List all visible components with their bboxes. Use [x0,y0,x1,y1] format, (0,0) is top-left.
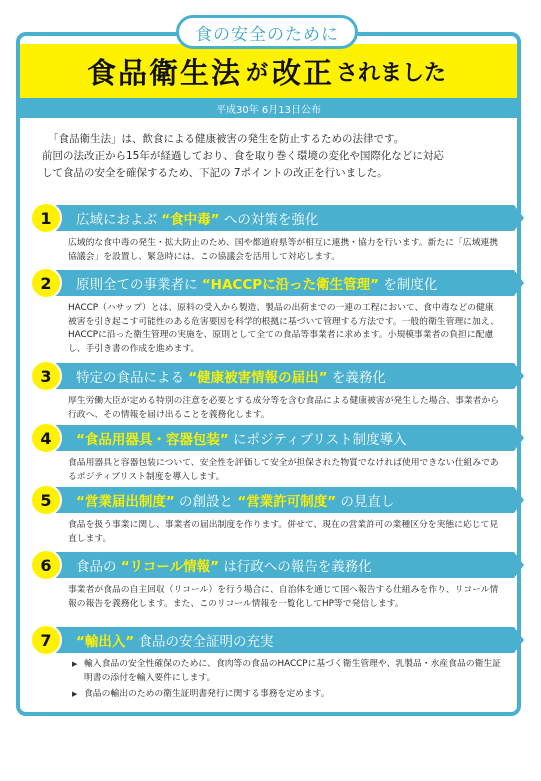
heading-highlight: “健康被害情報の届出” [188,370,328,386]
title-part-4: されました [336,60,447,86]
date-band: 平成30年 6月13日公布 [20,98,517,118]
heading-text: を制度化 [383,277,438,293]
heading-text: は行政への報告を義務化 [223,559,372,575]
point-bullets [72,658,502,702]
point-heading [40,487,514,513]
heading-text: への対策を強化 [223,212,319,228]
heading-highlight: “営業届出制度” [76,494,175,510]
point-number: 1 [30,202,62,234]
heading-highlight: “営業許可制度” [237,494,337,510]
point-number: 6 [30,549,62,581]
bullet-text: 食品の輸出のための衛生証明書発行に関する事務を定めます。 [84,689,330,699]
heading-text: にポジティブリスト制度導入 [233,432,407,448]
intro-line: 前回の法改正から15年が経過しており、食を取り巻く環境の変化や国際化などに対応 [42,150,444,162]
heading-text: を義務化 [331,370,386,386]
heading-text: 食品の [76,559,117,575]
bullet-item [72,658,502,685]
heading-highlight: “食品用器具・容器包装” [76,432,229,448]
title-part-2: が [245,60,268,86]
point-2 [30,270,514,356]
point-heading [40,363,514,389]
title-band [20,44,517,98]
point-3 [30,363,514,422]
point-body: 食品を扱う事業に関し、事業者の届出制度を作ります。併せて、現在の営業許可の業種区分を実態に応じて見直します。 [68,520,499,544]
intro-text [42,131,502,182]
heading-text: 広域におよぶ [76,212,157,228]
heading-text: の見直し [340,494,395,510]
bullet-item [72,688,502,702]
heading-highlight: “輸出入” [76,634,135,650]
triangle-bullet-icon: ▶ [72,660,78,668]
point-body: HACCP（ハサップ）とは、原料の受入から製造、製品の出荷までの一連の工程において、食中毒などの健康被害を引き起こす可能性のある危害要因を科学的根拠に基づいて管理する方法です。一般的衛生管理に加え、HACCPに沿った衛生管理の実施を、原則として全ての食品等事業者に求めます。小規模事業者の負担に配慮し、手引き書の作成を進めます。 [68,303,499,354]
intro-line: 「食品衛生法」は、飲食による健康被害の発生を防止するための法律です。 [48,133,405,145]
point-heading [40,552,514,578]
heading-text: の創設と [179,494,234,510]
point-body: 厚生労働大臣が定める特別の注意を必要とする成分等を含む食品による健康被害が発生した場合、事業者から行政へ、その情報を届け出ることを義務化します。 [68,396,500,420]
point-5 [30,487,514,546]
point-1 [30,205,514,264]
point-4 [30,425,514,484]
point-body: 広域的な食中毒の発生・拡大防止のため、国や都道府県等が相互に連携・協力を行います。新たに「広域連携協議会」を設置し、緊急時には、この協議会を活用して対応します。 [68,238,498,262]
point-7 [30,627,514,702]
header-tag: 食の安全のために [176,15,358,49]
point-number: 2 [30,267,62,299]
point-number: 4 [30,422,62,454]
point-number: 3 [30,360,62,392]
point-6 [30,552,514,611]
point-number: 7 [30,624,62,656]
intro-line: して食品の安全を確保するため、下記の 7ポイントの改正を行いました。 [42,167,388,179]
point-heading [40,627,514,653]
bullet-text: 輸入食品の安全性確保のために、食肉等の食品のHACCPに基づく衛生管理や、乳製品・水産食品の衛生証明書の添付を輸入要件にします。 [84,659,501,683]
point-body: 食品用器具と容器包装について、安全性を評価して安全が担保された物質でなければ使用できない仕組みであるポジティブリスト制度を導入します。 [68,458,499,482]
title-part-3: 改正 [272,55,335,90]
heading-highlight: “リコール情報” [120,559,220,575]
point-body: 事業者が食品の自主回収（リコール）を行う場合に、自治体を通じて国へ報告する仕組みを作り、リコール情報の報告を義務化します。また、このリコール情報を一覧化してHP等で発信します。 [68,585,499,609]
point-number: 5 [30,484,62,516]
heading-text: 特定の食品による [76,370,184,386]
heading-highlight: “食中毒” [161,212,220,228]
heading-text: 食品の安全証明の充実 [138,634,274,650]
heading-highlight: “HACCPに沿った衛生管理” [201,277,379,293]
heading-text: 原則全ての事業者に [76,277,198,293]
point-heading [40,205,514,231]
title-part-1: 食品衛生法 [86,55,242,90]
point-heading [40,270,514,296]
triangle-bullet-icon: ▶ [72,690,78,698]
point-heading [40,425,514,451]
